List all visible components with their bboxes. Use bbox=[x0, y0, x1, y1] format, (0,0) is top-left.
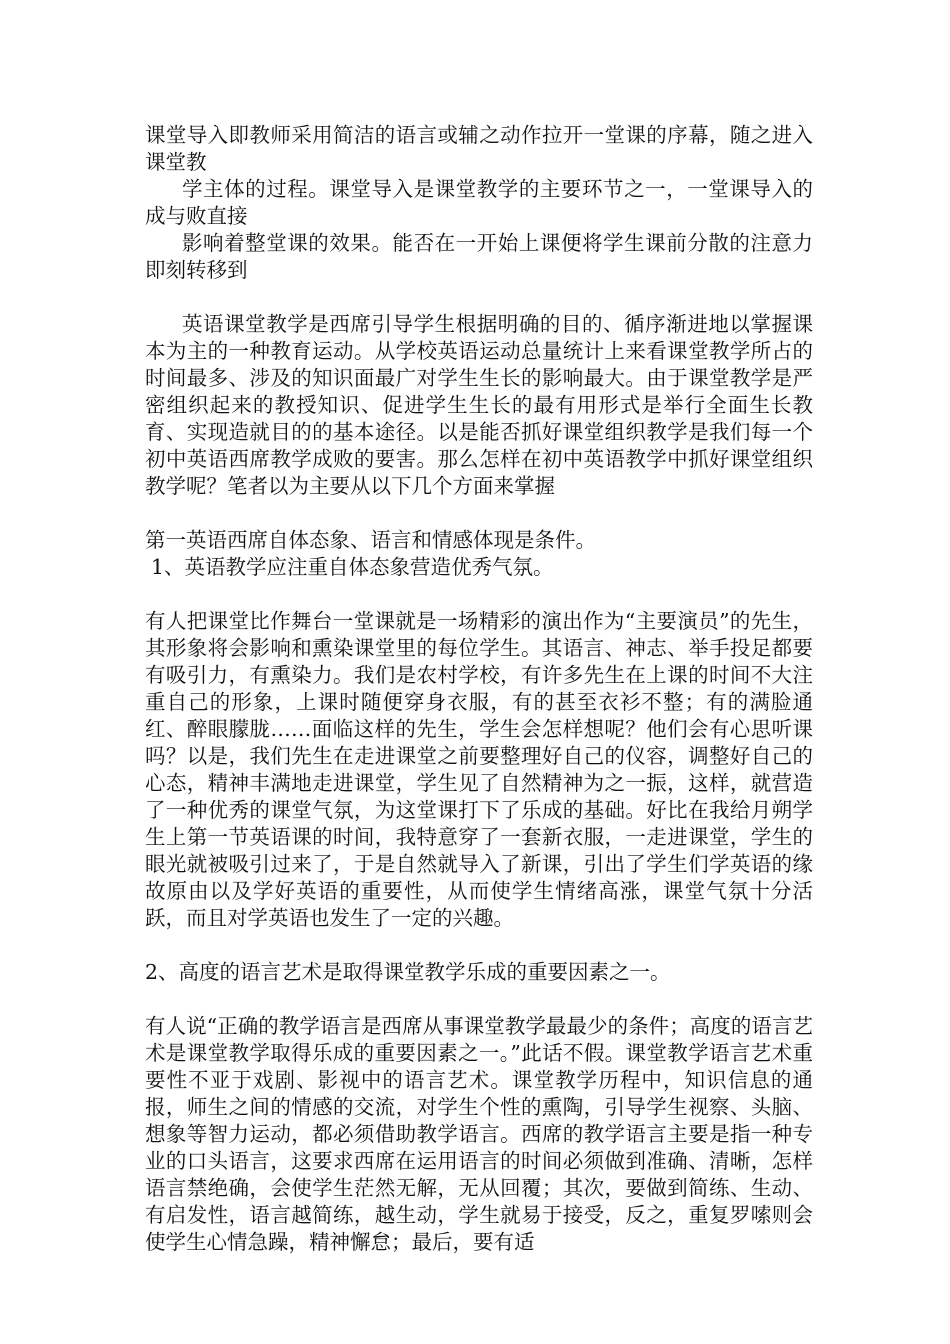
main-paragraph: 英语课堂教学是西席引导学生根据明确的目的、循序渐进地以掌握课本为主的一种教育运动。从学校英语运动总量统计上来看课堂教学所占的时间最多、涉及的知识面最广对学生生长的影响最大。由于课堂教学是严密组织起来的教授知识、促进学生生长的最有用形式是举行全面生长教育、实现造就目的的基本途径。以是能否抓好课堂组织教学是我们每一个初中英语西席教学成败的要害。那么怎样在初中英语教学中抓好课堂组织教学呢？笔者以为主要从以下几个方面来掌握 bbox=[145, 312, 813, 498]
intro-line-1: 课堂导入即教师采用简洁的语言或辅之动作拉开一堂课的序幕，随之进入课堂教 bbox=[145, 123, 813, 174]
intro-line-2: 学主体的过程。课堂导入是课堂教学的主要环节之一，一堂课导入的成与败直接 bbox=[145, 177, 813, 228]
spacer bbox=[145, 932, 813, 959]
section-2-paragraph: 有人说“正确的教学语言是西席从事课堂教学最最少的条件；高度的语言艺术是课堂教学取得乐成的重要因素之一。”此话不假。课堂教学语言艺术重要性不亚于戏剧、影视中的语言艺术。课堂教学历程中，知识信息的通报，师生之间的情感的交流，对学生个性的熏陶，引导学生视察、头脑、想象等智力运动，都必须借助教学语言。西席的教学语言主要是指一种专业的口头语言，这要求西席在运用语言的时间必须做到准确、清晰，怎样语言禁绝确，会使学生茫然无解，无从回覆；其次，要做到简练、生动、有启发性，语言越简练，越生动，学生就易于接受，反之，重复罗嗦则会使学生心情急躁，精神懈怠；最后，要有适 bbox=[145, 1014, 813, 1254]
section-2-heading: 2、高度的语言艺术是取得课堂教学乐成的重要因素之一。 bbox=[145, 960, 671, 984]
section-1-subheading: 1、英语教学应注重自体态象营造优秀气氛。 bbox=[151, 555, 554, 579]
spacer bbox=[145, 500, 813, 527]
spacer bbox=[145, 284, 813, 311]
spacer bbox=[145, 581, 813, 608]
spacer bbox=[145, 986, 813, 1013]
section-1-heading: 第一英语西席自体态象、语言和情感体现是条件。 bbox=[145, 528, 596, 552]
section-1-paragraph: 有人把课堂比作舞台一堂课就是一场精彩的演出作为“主要演员”的先生，其形象将会影响和熏染课堂里的每位学生。其语言、神志、举手投足都要有吸引力，有熏染力。我们是农村学校，有许多先生在上课的时间不大注重自己的形象，上课时随便穿身衣服，有的甚至衣衫不整；有的满脸通红、醉眼朦胧……面临这样的先生，学生会怎样想呢？他们会有心思听课吗？以是，我们先生在走进课堂之前要整理好自己的仪容，调整好自己的心态，精神丰满地走进课堂，学生见了自然精神为之一振，这样，就营造了一种优秀的课堂气氛，为这堂课打下了乐成的基础。好比在我给月朔学生上第一节英语课的时间，我特意穿了一套新衣服，一走进课堂，学生的眼光就被吸引过来了，于是自然就导入了新课，引出了学生们学英语的缘故原由以及学好英语的重要性，从而使学生情绪高涨，课堂气氛十分活跃，而且对学英语也发生了一定的兴趣。 bbox=[145, 609, 813, 930]
document-page bbox=[145, 122, 813, 1256]
intro-line-3: 影响着整堂课的效果。能否在一开始上课便将学生课前分散的注意力即刻转移到 bbox=[145, 231, 813, 282]
